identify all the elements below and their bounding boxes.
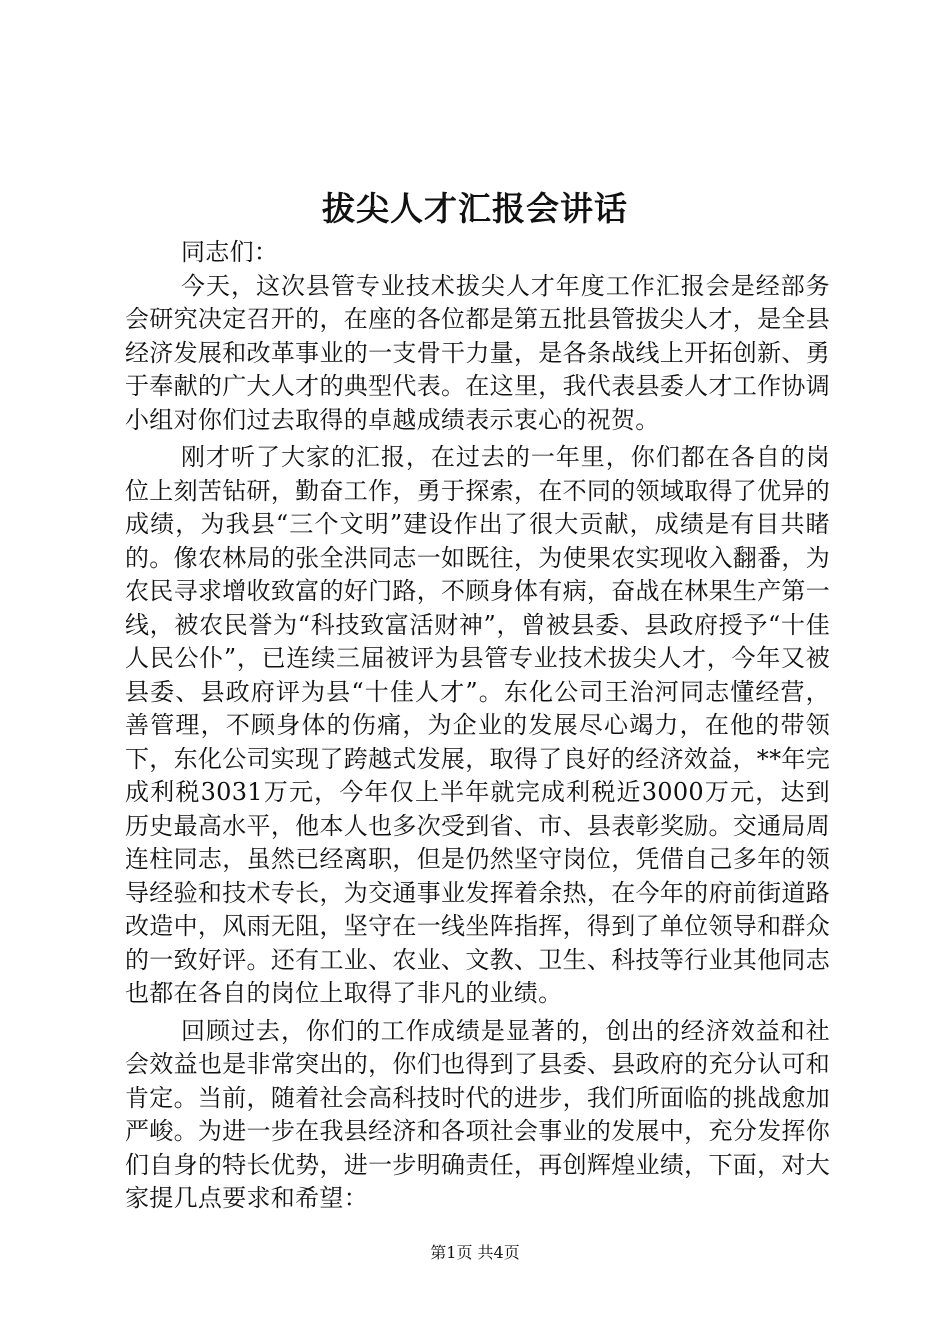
page-footer: 第1页 共4页 bbox=[430, 1243, 520, 1262]
paragraph-1: 今天，这次县管专业技术拔尖人才年度工作汇报会是经部务会研究决定召开的，在座的各位都是第五批县管拔尖人才，是全县经济发展和改革事业的一支骨干力量，是各条战线上开拓创新、勇于奉献的广大人才的典型代表。在这里，我代表县委人才工作协调小组对你们过去取得的卓越成绩表示衷心的祝贺。 bbox=[125, 271, 830, 434]
document-body bbox=[125, 236, 830, 1220]
paragraph-3: 回顾过去，你们的工作成绩是显著的，创出的经济效益和社会效益也是非常突出的，你们也得到了县委、县政府的充分认可和肯定。当前，随着社会高科技时代的进步，我们所面临的挑战愈加严峻。为进一步在我县经济和各项社会事业的发展中，充分发挥你们自身的特长优势，进一步明确责任，再创辉煌业绩，下面，对大家提几点要求和希望： bbox=[125, 1016, 830, 1212]
paragraph-2: 刚才听了大家的汇报，在过去的一年里，你们都在各自的岗位上刻苦钻研，勤奋工作，勇于探索，在不同的领域取得了优异的成绩，为我县“三个文明”建设作出了很大贡献，成绩是有目共睹的。像农林局的张全洪同志一如既往，为使果农实现收入翻番，为农民寻求增收致富的好门路，不顾身体有病，奋战在林果生产第一线，被农民誉为“科技致富活财神”，曾被县委、县政府授予“十佳人民公仆”，已连续三届被评为县管专业技术拔尖人才，今年又被县委、县政府评为县“十佳人才”。东化公司王治河同志懂经营，善管理，不顾身体的伤痛，为企业的发展尽心竭力，在他的带领下，东化公司实现了跨越式发展，取得了良好的经济效益，**年完成利税3031万元，今年仅上半年就完成利税近3000万元，达到历史最高水平，他本人也多次受到省、市、县表彰奖励。交通局周连柱同志，虽然已经离职，但是仍然坚守岗位，凭借自己多年的领导经验和技术专长，为交通事业发挥着余热，在今年的府前街道路改造中，风雨无阻，坚守在一线坐阵指挥，得到了单位领导和群众的一致好评。还有工业、农业、文教、卫生、科技等行业其他同志也都在各自的岗位上取得了非凡的业绩。 bbox=[125, 443, 830, 1007]
document-title: 拔尖人才汇报会讲话 bbox=[322, 189, 628, 228]
salutation: 同志们： bbox=[181, 238, 279, 266]
